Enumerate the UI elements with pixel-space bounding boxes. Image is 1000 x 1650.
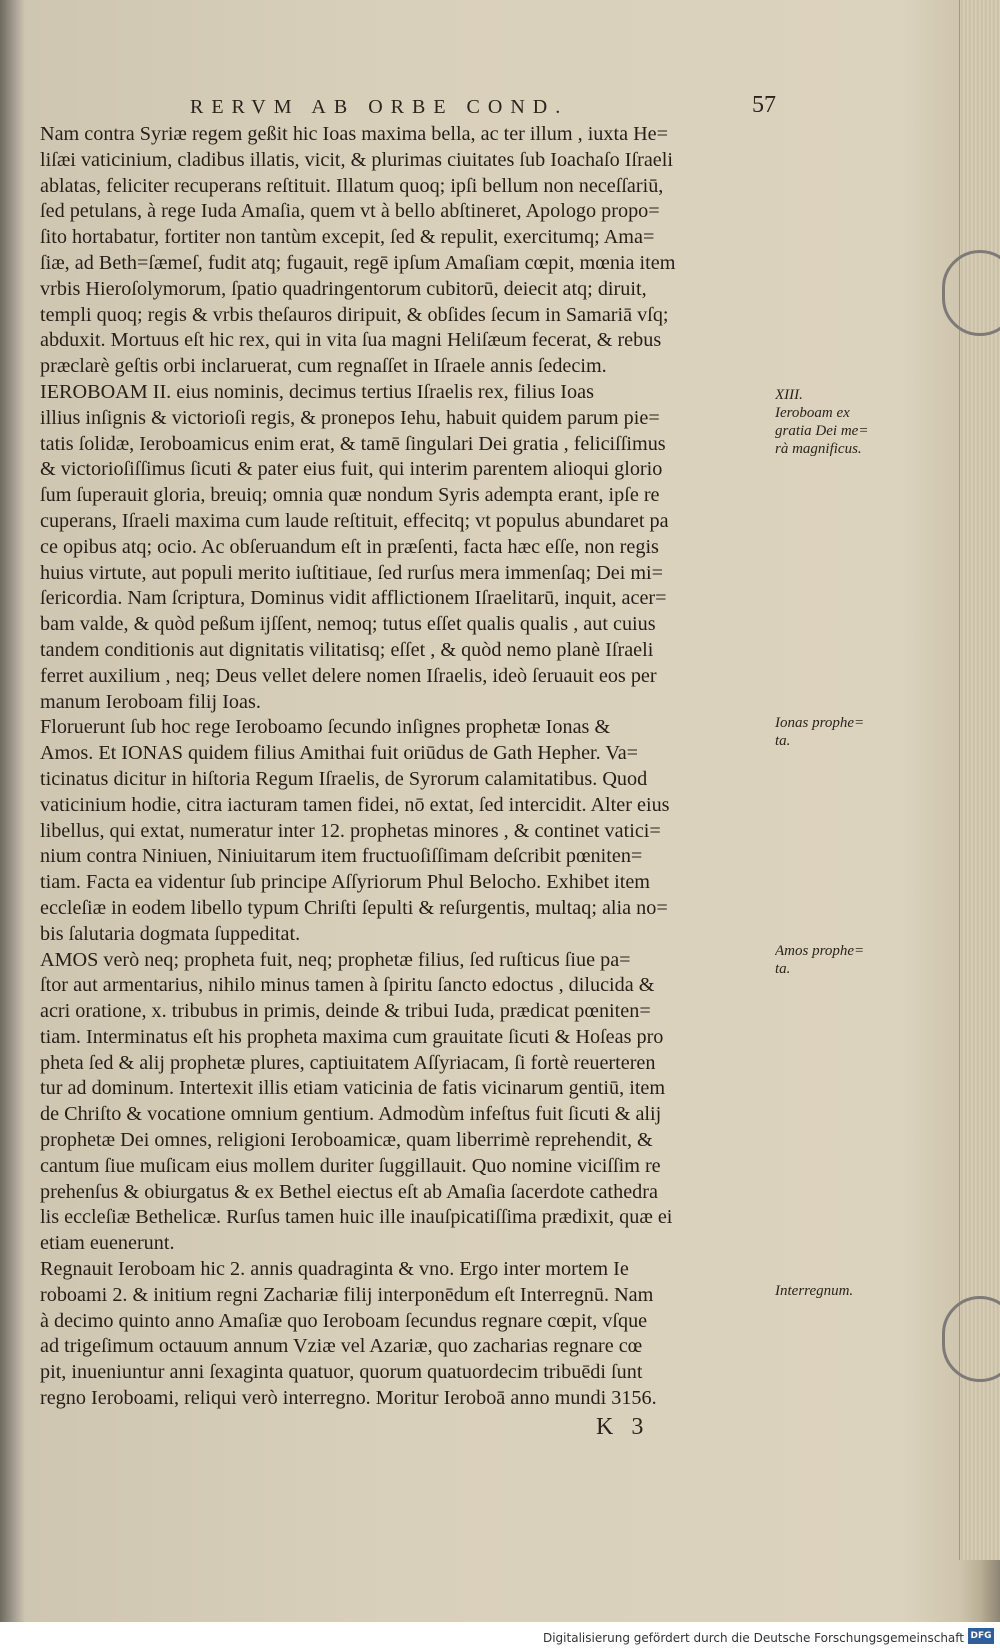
marginal-line: gratia Dei me= (775, 423, 869, 439)
body-line: lis eccleſiæ Bethelicæ. Rurſus tamen huic ille inauſpicatiſſima prædixit, quæ ei (40, 1206, 673, 1229)
body-line: Regnauit Ieroboam hic 2. annis quadraginta & vno. Ergo inter mortem Ie (40, 1258, 629, 1281)
body-line: tur ad dominum. Intertexit illis etiam vaticinia de fatis vicinarum gentiū, item (40, 1077, 666, 1100)
signature-mark: K 3 (596, 1414, 650, 1440)
body-line: prophetæ Dei omnes, religioni Ieroboamicæ, quam liberrimè reprehendit, & (40, 1129, 653, 1152)
body-line: Nam contra Syriæ regem geßit hic Ioas maxima bella, ac ter illum , iuxta He= (40, 123, 669, 145)
metal-clasp-top (942, 250, 1000, 336)
body-line: acri oratione, x. tribubus in primis, deinde & tribui Iuda, prædicat pœniten= (40, 1000, 651, 1023)
marginal-note-interregnum (775, 1282, 885, 1300)
marginal-line: ta. (775, 733, 791, 749)
body-line: libellus, qui extat, numeratur inter 12. prophetas minores , & continet vatici= (40, 819, 661, 842)
body-line: eccleſiæ in eodem libello typum Chriſti ſepulti & reſurgentis, multaq; alia no= (40, 896, 668, 919)
marginal-line: rà magnificus. (775, 441, 862, 457)
text-lines (40, 122, 776, 1412)
body-line: ſito hortabatur, fortiter non tantùm excepit, ſed & repulit, exercitumq; Ama= (40, 226, 655, 249)
marginal-note-ionas (775, 714, 885, 750)
body-line: huius virtute, aut populi merito iuſtitiaue, ſed rurſus mera immenſaq; Dei mi= (40, 561, 664, 584)
marginal-line: Amos prophe= (775, 943, 865, 959)
running-head: RERVM AB ORBE COND. (190, 96, 569, 118)
body-line: præclarè geſtis orbi inclaruerat, cum regnaſſet in Iſraele annis ſedecim. (40, 355, 607, 378)
body-line: templi quoq; regis & vrbis theſauros diripuit, & obſides ſecum in Samariā vſq; (40, 303, 669, 326)
body-line: cantum ſiue muſicam eius mollem duriter ſuggillauit. Quo nomine viciſſim re (40, 1154, 661, 1177)
marginal-line: Ieroboam ex (775, 405, 850, 421)
marginal-line: ta. (775, 961, 791, 977)
body-line: Floruerunt ſub hoc rege Ieroboamo ſecundo inſignes prophetæ Ionas & (40, 716, 611, 739)
body-line: manum Ieroboam filij Ioas. (40, 690, 261, 713)
marginal-note-amos (775, 942, 885, 978)
dfg-logo: DFG (968, 1628, 994, 1644)
body-line: abduxit. Mortuus eſt hic rex, qui in vita ſua magni Heliſæum fecerat, & rebus (40, 329, 662, 352)
body-line: illius inſignis & victorioſi regis, & pronepos Iehu, habuit quidem parum pie= (40, 406, 660, 429)
marginal-line: Ionas prophe= (775, 715, 865, 731)
marginal-note-ieroboam (775, 386, 885, 458)
body-line: tandem conditionis aut dignitatis vilitatisq; eſſet , & quòd nemo planè Iſraeli (40, 638, 654, 661)
body-line: ablatas, feliciter recuperans reſtituit. Illatum quoq; ipſi bellum non neceſſariū, (40, 174, 664, 197)
body-line: ce opibus atq; ocio. Ac obſeruandum eſt in præſenti, facta hæc eſſe, non regis (40, 535, 659, 558)
body-line: ferret auxilium , neq; Deus vellet delere nomen Iſraelis, ideò ſeruauit eos per (40, 664, 657, 687)
body-line: ſum ſuperauit gloria, breuiq; omnia quæ nondum Syris adempta erant, ipſe re (40, 484, 660, 507)
funding-notice: Digitalisierung gefördert durch die Deutsche Forschungsgemeinschaft (542, 1631, 964, 1645)
body-line: tatis ſolidæ, Ieroboamicus enim erat, & tamē ſingulari Dei gratia , feliciſſimus (40, 432, 666, 455)
body-line: à decimo quinto anno Amaſiæ quo Ieroboam ſecundus regnare cœpit, vſque (40, 1309, 648, 1332)
body-line: AMOS verò neq; propheta fuit, neq; prophetæ filius, ſed ruſticus ſiue pa= (40, 948, 631, 971)
body-line: de Chriſto & vocatione omnium gentium. Admodùm infeſtus fuit ſicuti & alij (40, 1103, 662, 1126)
body-line: Amos. Et IONAS quidem filius Amithai fuit oriūdus de Gath Hepher. Va= (40, 742, 639, 765)
body-line: regno Ieroboami, reliqui verò interregno. Moritur Ieroboā anno mundi 3156. (40, 1387, 657, 1410)
marginal-line: XIII. (775, 387, 803, 403)
body-line: bam valde, & quòd peßum ijſſent, nemoq; tutus eſſet qualis qualis , aut cuius (40, 613, 656, 636)
page-number: 57 (752, 92, 776, 118)
body-line: liſæi vaticinium, cladibus illatis, vicit, & plurimas ciuitates ſub Ioachaſo Iſraeli (40, 148, 673, 171)
body-line: IEROBOAM II. eius nominis, decimus tertius Iſraelis rex, filius Ioas (40, 380, 594, 403)
body-line: ſed petulans, à rege Iuda Amaſia, quem vt à bello abſtineret, Apologo propo= (40, 200, 660, 223)
body-line: cuperans, Iſraeli maxima cum laude reſtituit, effecitq; vt populus abundaret pa (40, 509, 669, 532)
body-line: ſtor aut armentarius, nihilo minus tamen à ſpiritu ſancto edoctus , dilucida & (40, 974, 655, 997)
body-line: ſericordia. Nam ſcriptura, Dominus vidit afflictionem Iſraelitarū, inquit, acer= (40, 587, 667, 610)
body-line: tiam. Facta ea videntur ſub principe Aſſyriorum Phul Belocho. Exhibet item (40, 871, 650, 894)
body-line: tiam. Interminatus eſt his propheta maxima cum grauitate ſicuti & Hoſeas pro (40, 1025, 664, 1048)
footer-bar (0, 1622, 1000, 1650)
body-text (40, 122, 776, 1412)
body-line: roboami 2. & initium regni Zachariæ filij interponēdum eſt Interregnū. Nam (40, 1283, 654, 1306)
metal-clasp-bottom (942, 1296, 1000, 1382)
body-line: & victorioſiſſimus ſicuti & pater eius fuit, qui interim parentem alioqui glorio (40, 458, 663, 481)
body-line: etiam euenerunt. (40, 1232, 175, 1255)
body-line: ticinatus dicitur in hiſtoria Regum Iſraelis, de Syrorum calamitatibus. Quod (40, 767, 648, 790)
body-line: prehenſus & obiurgatus & ex Bethel eiectus eſt ab Amaſia ſacerdote cathedra (40, 1180, 658, 1203)
body-line: vaticinium hodie, citra iacturam tamen fidei, nō extat, ſed intercidit. Alter eius (40, 793, 670, 816)
body-line: pit, inueniuntur anni ſexaginta quatuor, quorum quatuordecim tribuēdi ſunt (40, 1361, 643, 1384)
body-line: bis ſalutaria dogmata ſuppeditat. (40, 922, 301, 945)
body-line: nium contra Niniuen, Niniuitarum item fructuoſiſſimam deſcribit pœniten= (40, 845, 643, 868)
marginal-line: Interregnum. (775, 1283, 854, 1299)
body-line: pheta ſed & alij prophetæ plures, captiuitatem Aſſyriacam, ſi fortè reuerteren (40, 1051, 656, 1074)
body-line: vrbis Hieroſolymorum, ſpatio quadringentorum cubitorū, deiecit atq; diruit, (40, 277, 647, 300)
body-line: ſiæ, ad Beth=ſæmeſ, fudit atq; fugauit, regē ipſum Amaſiam cœpit, mœnia item (40, 251, 676, 274)
body-line: ad trigeſimum octauum annum Vziæ vel Azariæ, quo zacharias regnare cœ (40, 1335, 643, 1358)
